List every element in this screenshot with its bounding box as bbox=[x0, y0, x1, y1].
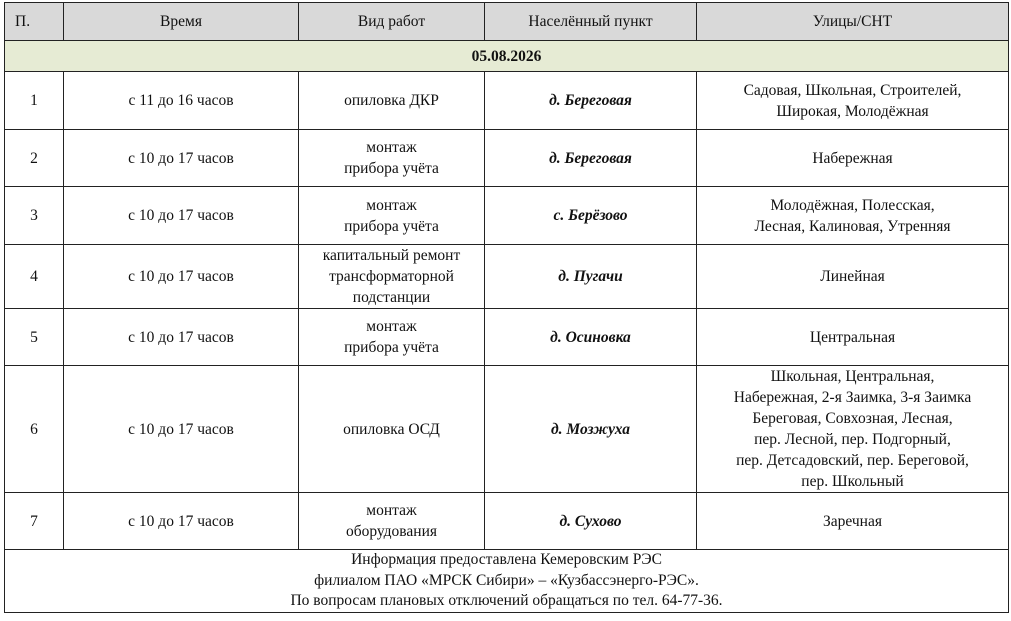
streets-line: пер. Детсадовский, пер. Береговой, bbox=[736, 452, 969, 469]
streets-line: Молодёжная, Полесская, bbox=[770, 196, 935, 214]
streets-line: Заречная bbox=[823, 512, 882, 530]
row-time: с 10 до 17 часов bbox=[64, 493, 299, 550]
row-number: 1 bbox=[5, 72, 64, 130]
work-line: оборудования bbox=[345, 523, 438, 540]
table-row bbox=[5, 309, 1009, 366]
row-work bbox=[299, 493, 485, 550]
work-line: монтаж bbox=[366, 139, 417, 156]
outage-table bbox=[4, 2, 1009, 613]
row-place: д. Пугачи bbox=[485, 245, 697, 309]
work-line: опиловка ОСД bbox=[343, 420, 440, 438]
row-number: 6 bbox=[5, 366, 64, 493]
streets-line: Набережная, 2-я Заимка, 3-я Заимка bbox=[733, 389, 972, 406]
row-time: с 11 до 16 часов bbox=[64, 72, 299, 130]
table-row bbox=[5, 493, 1009, 550]
streets-line: Лесная, Калиновая, Утренняя bbox=[754, 217, 951, 235]
row-streets bbox=[697, 493, 1009, 550]
work-line: подстанции bbox=[352, 289, 431, 306]
streets-line: Линейная bbox=[820, 268, 885, 285]
row-place: д. Сухово bbox=[485, 493, 697, 550]
date-row bbox=[5, 41, 1009, 72]
row-number: 4 bbox=[5, 245, 64, 309]
row-time: с 10 до 17 часов bbox=[64, 366, 299, 493]
row-streets bbox=[697, 130, 1009, 187]
row-number: 2 bbox=[5, 130, 64, 187]
row-place: д. Береговая bbox=[485, 72, 697, 130]
row-place: д. Мозжуха bbox=[485, 366, 697, 493]
work-line: прибора учёта bbox=[344, 339, 439, 356]
row-work bbox=[299, 72, 485, 130]
row-work bbox=[299, 245, 485, 309]
header-row bbox=[5, 3, 1009, 41]
work-line: опиловка ДКР bbox=[344, 92, 439, 109]
schedule-date: 05.08.2026 bbox=[5, 41, 1009, 72]
row-number: 5 bbox=[5, 309, 64, 366]
header-time: Время bbox=[64, 3, 299, 41]
streets-line: Широкая, Молодёжная bbox=[776, 102, 929, 120]
row-place: д. Береговая bbox=[485, 130, 697, 187]
table-row bbox=[5, 245, 1009, 309]
row-time: с 10 до 17 часов bbox=[64, 309, 299, 366]
work-line: монтаж bbox=[366, 502, 417, 519]
work-line: капитальный ремонт bbox=[322, 247, 461, 264]
work-line: прибора учёта bbox=[344, 217, 439, 235]
row-time: с 10 до 17 часов bbox=[64, 187, 299, 245]
row-time: с 10 до 17 часов bbox=[64, 130, 299, 187]
work-line: монтаж bbox=[366, 196, 417, 214]
row-work bbox=[299, 366, 485, 493]
header-work: Вид работ bbox=[299, 3, 485, 41]
streets-line: Школьная, Центральная, bbox=[770, 368, 935, 385]
row-work bbox=[299, 130, 485, 187]
table-row bbox=[5, 187, 1009, 245]
work-line: прибора учёта bbox=[344, 160, 439, 177]
row-number: 3 bbox=[5, 187, 64, 245]
footer-row bbox=[5, 550, 1009, 613]
streets-line: пер. Школьный bbox=[801, 473, 904, 490]
streets-line: Центральная bbox=[809, 328, 896, 346]
streets-line: Садовая, Школьная, Строителей, bbox=[743, 81, 962, 99]
streets-line: пер. Лесной, пер. Подгорный, bbox=[754, 431, 951, 448]
row-number: 7 bbox=[5, 493, 64, 550]
row-place: д. Осиновка bbox=[485, 309, 697, 366]
header-num: П. bbox=[5, 3, 64, 41]
streets-line: Набережная bbox=[812, 149, 893, 167]
streets-line: Береговая, Совхозная, Лесная, bbox=[752, 410, 953, 427]
row-work bbox=[299, 187, 485, 245]
row-streets bbox=[697, 187, 1009, 245]
table-row bbox=[5, 130, 1009, 187]
table-row bbox=[5, 72, 1009, 130]
work-line: трансформаторной bbox=[329, 268, 454, 285]
header-streets: Улицы/СНТ bbox=[697, 3, 1009, 41]
footer-note bbox=[5, 550, 1009, 613]
row-streets bbox=[697, 245, 1009, 309]
outage-schedule bbox=[4, 2, 1009, 613]
header-place: Населённый пункт bbox=[485, 3, 697, 41]
footer-line: филиалом ПАО «МРСК Сибири» – «Кузбассэнерго-РЭС». bbox=[314, 571, 699, 589]
table-row bbox=[5, 366, 1009, 493]
work-line: монтаж bbox=[366, 318, 417, 335]
row-time: с 10 до 17 часов bbox=[64, 245, 299, 309]
row-streets bbox=[697, 366, 1009, 493]
row-place: с. Берёзово bbox=[485, 187, 697, 245]
row-streets bbox=[697, 72, 1009, 130]
footer-line: По вопросам плановых отключений обращаться по тел. 64-77-36. bbox=[290, 592, 723, 610]
footer-line: Информация предоставлена Кемеровским РЭС bbox=[351, 551, 662, 569]
row-work bbox=[299, 309, 485, 366]
row-streets bbox=[697, 309, 1009, 366]
